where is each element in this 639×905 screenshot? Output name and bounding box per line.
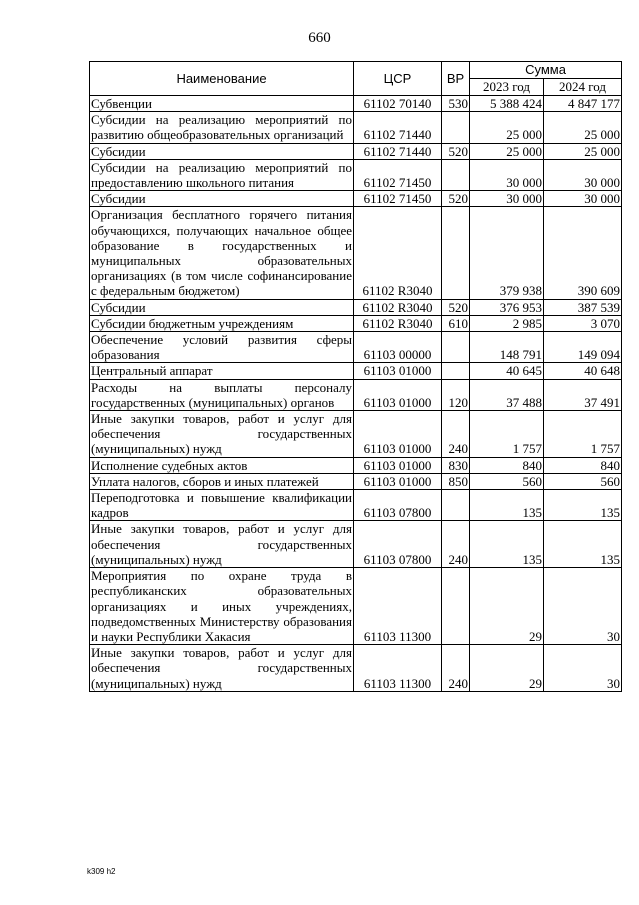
row-name: Субсидии на реализацию мероприятий по развитию общеобразовательных организаций	[91, 112, 352, 143]
table-row	[90, 379, 622, 410]
row-sum-2023: 379 938	[470, 207, 544, 299]
row-sum-2024: 40 648	[544, 363, 622, 379]
row-sum-2024: 840	[544, 457, 622, 473]
row-sum-2024: 135	[544, 490, 622, 521]
row-sum-2024: 3 070	[544, 315, 622, 331]
row-csr: 61103 01000	[354, 379, 442, 410]
row-sum-2024: 387 539	[544, 299, 622, 315]
row-sum-2024: 135	[544, 521, 622, 568]
row-sum-2023: 37 488	[470, 379, 544, 410]
row-csr: 61103 01000	[354, 457, 442, 473]
row-sum-2024: 30	[544, 568, 622, 645]
header-csr: ЦСР	[354, 62, 442, 96]
row-name: Уплата налогов, сборов и иных платежей	[90, 473, 354, 489]
row-sum-2023: 560	[470, 473, 544, 489]
row-sum-2024: 30 000	[544, 159, 622, 190]
row-sum-2023: 29	[470, 568, 544, 645]
table-row	[90, 112, 622, 143]
row-csr: 61103 11300	[354, 568, 442, 645]
row-sum-2023: 30 000	[470, 159, 544, 190]
row-vr: 520	[442, 299, 470, 315]
row-csr: 61103 07800	[354, 490, 442, 521]
row-csr: 61102 71440	[354, 143, 442, 159]
row-sum-2023: 40 645	[470, 363, 544, 379]
row-csr: 61103 11300	[354, 645, 442, 692]
table-row	[90, 473, 622, 489]
header-name: Наименование	[90, 62, 354, 96]
row-sum-2024: 30 000	[544, 191, 622, 207]
row-csr: 61102 R3040	[354, 207, 442, 299]
row-name: Мероприятия по охране труда в республиканских образовательных организациях и иных учреждениях, подведомственных Министерству образования и науки Республики Хакасия	[91, 568, 352, 644]
row-sum-2023: 840	[470, 457, 544, 473]
row-name: Субсидии на реализацию мероприятий по предоставлению школьного питания	[91, 159, 352, 191]
table-row	[90, 521, 622, 568]
row-name: Центральный аппарат	[90, 363, 354, 379]
row-name: Организация бесплатного горячего питания обучающихся, получающих начальное общее образование в государственных и муниципальных образовательных организациях (в том числе софинансирование с федеральным бюджетом)	[91, 207, 352, 299]
row-vr	[442, 332, 470, 363]
table-row	[90, 645, 622, 692]
row-vr: 520	[442, 191, 470, 207]
row-vr	[442, 363, 470, 379]
row-sum-2024: 1 757	[544, 411, 622, 458]
row-name: Субсидии	[90, 191, 354, 207]
table-row	[90, 490, 622, 521]
page-number: 660	[308, 30, 331, 46]
row-sum-2024: 4 847 177	[544, 96, 622, 112]
row-name: Субсидии бюджетным учреждениям	[90, 315, 354, 331]
footer-code: k309 h2	[87, 867, 116, 876]
table-row	[90, 207, 622, 299]
row-vr: 530	[442, 96, 470, 112]
header-year-2023: 2023 год	[470, 79, 544, 96]
row-sum-2023: 135	[470, 490, 544, 521]
row-name: Субвенции	[90, 96, 354, 112]
row-vr	[442, 490, 470, 521]
row-vr: 610	[442, 315, 470, 331]
row-csr: 61103 07800	[354, 521, 442, 568]
row-name: Субсидии	[90, 299, 354, 315]
row-vr	[442, 207, 470, 299]
row-sum-2023: 25 000	[470, 112, 544, 143]
row-name: Переподготовка и повышение квалификации кадров	[91, 490, 352, 521]
row-sum-2024: 30	[544, 645, 622, 692]
table-row	[90, 332, 622, 363]
row-sum-2023: 135	[470, 521, 544, 568]
row-csr: 61102 R3040	[354, 315, 442, 331]
table-row	[90, 191, 622, 207]
row-vr	[442, 159, 470, 190]
table-row	[90, 568, 622, 645]
row-vr: 240	[442, 411, 470, 458]
row-vr: 240	[442, 645, 470, 692]
row-csr: 61103 01000	[354, 411, 442, 458]
row-csr: 61103 00000	[354, 332, 442, 363]
row-sum-2023: 376 953	[470, 299, 544, 315]
row-sum-2023: 148 791	[470, 332, 544, 363]
row-sum-2024: 560	[544, 473, 622, 489]
row-name: Расходы на выплаты персоналу государственных (муниципальных) органов	[91, 379, 352, 410]
row-name: Иные закупки товаров, работ и услуг для обеспечения государственных (муниципальных) нужд	[91, 411, 352, 457]
row-csr: 61103 01000	[354, 363, 442, 379]
row-csr: 61102 R3040	[354, 299, 442, 315]
row-sum-2024: 149 094	[544, 332, 622, 363]
row-name: Иные закупки товаров, работ и услуг для обеспечения государственных (муниципальных) нужд	[91, 645, 352, 691]
table-row	[90, 457, 622, 473]
row-sum-2024: 25 000	[544, 112, 622, 143]
row-csr: 61102 70140	[354, 96, 442, 112]
row-csr: 61103 01000	[354, 473, 442, 489]
row-vr	[442, 112, 470, 143]
row-name: Исполнение судебных актов	[90, 457, 354, 473]
row-vr: 120	[442, 379, 470, 410]
header-year-2024: 2024 год	[544, 79, 622, 96]
row-csr: 61102 71450	[354, 191, 442, 207]
row-vr: 240	[442, 521, 470, 568]
table-row	[90, 315, 622, 331]
row-sum-2023: 25 000	[470, 143, 544, 159]
row-csr: 61102 71450	[354, 159, 442, 190]
row-sum-2023: 1 757	[470, 411, 544, 458]
row-vr	[442, 568, 470, 645]
row-sum-2023: 5 388 424	[470, 96, 544, 112]
row-sum-2023: 29	[470, 645, 544, 692]
row-sum-2024: 37 491	[544, 379, 622, 410]
row-name: Субсидии	[90, 143, 354, 159]
row-name: Иные закупки товаров, работ и услуг для обеспечения государственных (муниципальных) нужд	[91, 521, 352, 567]
table-row	[90, 299, 622, 315]
row-sum-2024: 390 609	[544, 207, 622, 299]
row-vr: 850	[442, 473, 470, 489]
row-csr: 61102 71440	[354, 112, 442, 143]
table-row	[90, 159, 622, 190]
table-row	[90, 96, 622, 112]
table-row	[90, 143, 622, 159]
row-vr: 520	[442, 143, 470, 159]
header-vr: ВР	[442, 62, 470, 96]
row-sum-2024: 25 000	[544, 143, 622, 159]
table-row	[90, 411, 622, 458]
row-vr: 830	[442, 457, 470, 473]
header-sum: Сумма	[470, 62, 622, 79]
row-sum-2023: 2 985	[470, 315, 544, 331]
row-name: Обеспечение условий развития сферы образования	[91, 332, 352, 363]
row-sum-2023: 30 000	[470, 191, 544, 207]
table-row	[90, 363, 622, 379]
budget-table	[89, 61, 622, 692]
